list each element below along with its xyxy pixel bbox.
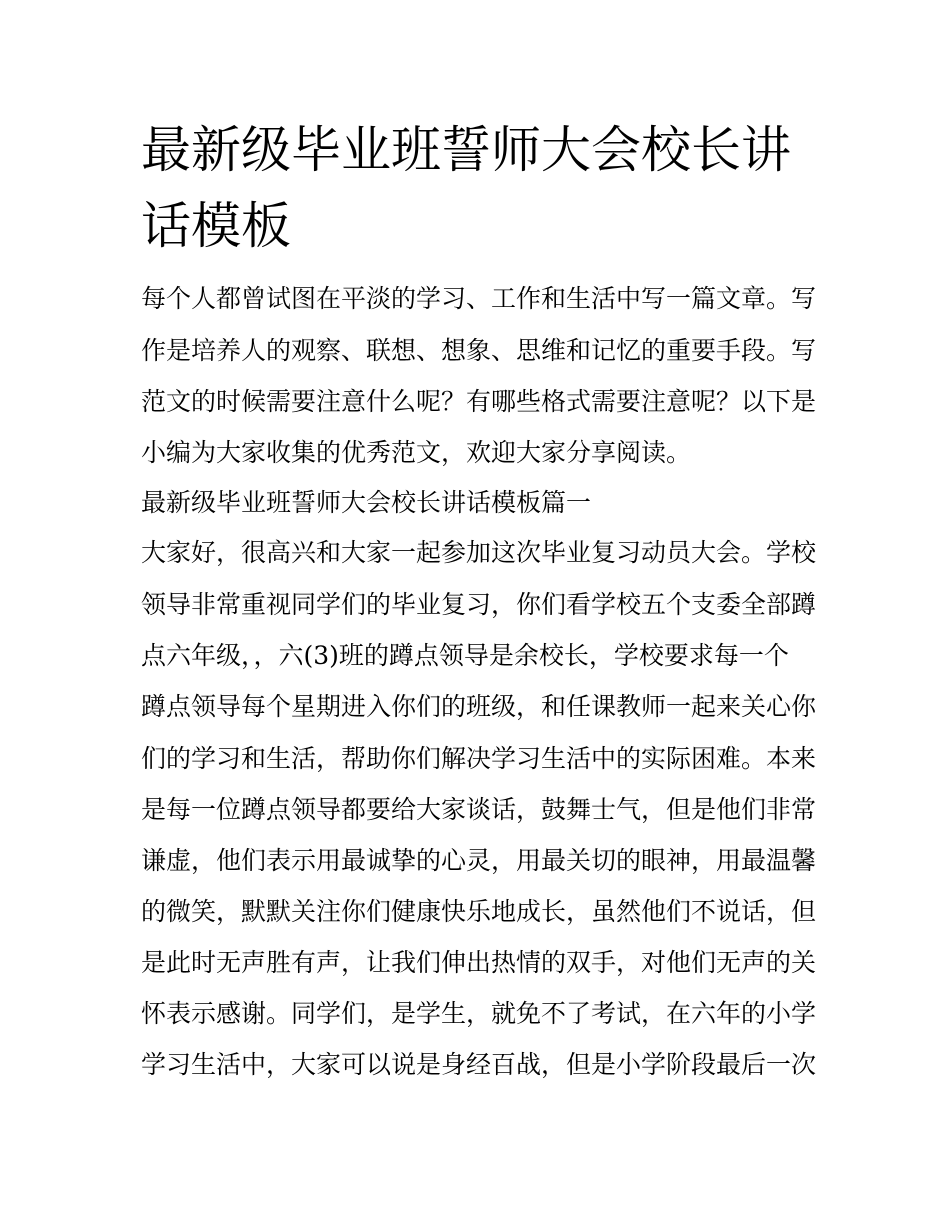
body-line: 大家好，很高兴和大家一起参加这次毕业复习动员大会。学校 (141, 538, 817, 567)
section-heading: 最新级毕业班誓师大会校长讲话模板篇一 (141, 488, 592, 517)
intro-line: 范文的时候需要注意什么呢？有哪些格式需要注意呢？以下是 (141, 387, 817, 416)
body-line: 点六年级，，六(3)班的蹲点领导是余校长，学校要求每一个 (141, 641, 789, 670)
document-title: 最新级毕业班誓师大会校长讲话模板 (141, 121, 791, 255)
body-line: 学习生活中，大家可以说是身经百战，但是小学阶段最后一次 (141, 1050, 817, 1079)
body-line: 蹲点领导每个星期进入你们的班级，和任课教师一起来关心你 (141, 692, 817, 721)
body-line: 谦虚，他们表示用最诚挚的心灵，用最关切的眼神，用最温馨 (141, 846, 817, 875)
body-line: 领导非常重视同学们的毕业复习，你们看学校五个支委全部蹲 (141, 590, 817, 619)
intro-line: 每个人都曾试图在平淡的学习、工作和生活中写一篇文章。写 (141, 284, 817, 313)
body-line: 是每一位蹲点领导都要给大家谈话，鼓舞士气，但是他们非常 (141, 795, 817, 824)
intro-line: 小编为大家收集的优秀范文，欢迎大家分享阅读。 (141, 438, 692, 467)
body-line: 怀表示感谢。同学们，是学生，就免不了考试，在六年的小学 (141, 999, 817, 1028)
body-line: 的微笑，默默关注你们健康快乐地成长，虽然他们不说话，但 (141, 897, 817, 926)
body-line: 是此时无声胜有声，让我们伸出热情的双手，对他们无声的关 (141, 948, 817, 977)
body-line: 们的学习和生活，帮助你们解决学习生活中的实际困难。本来 (141, 744, 817, 773)
intro-line: 作是培养人的观察、联想、想象、思维和记忆的重要手段。写 (141, 336, 817, 365)
